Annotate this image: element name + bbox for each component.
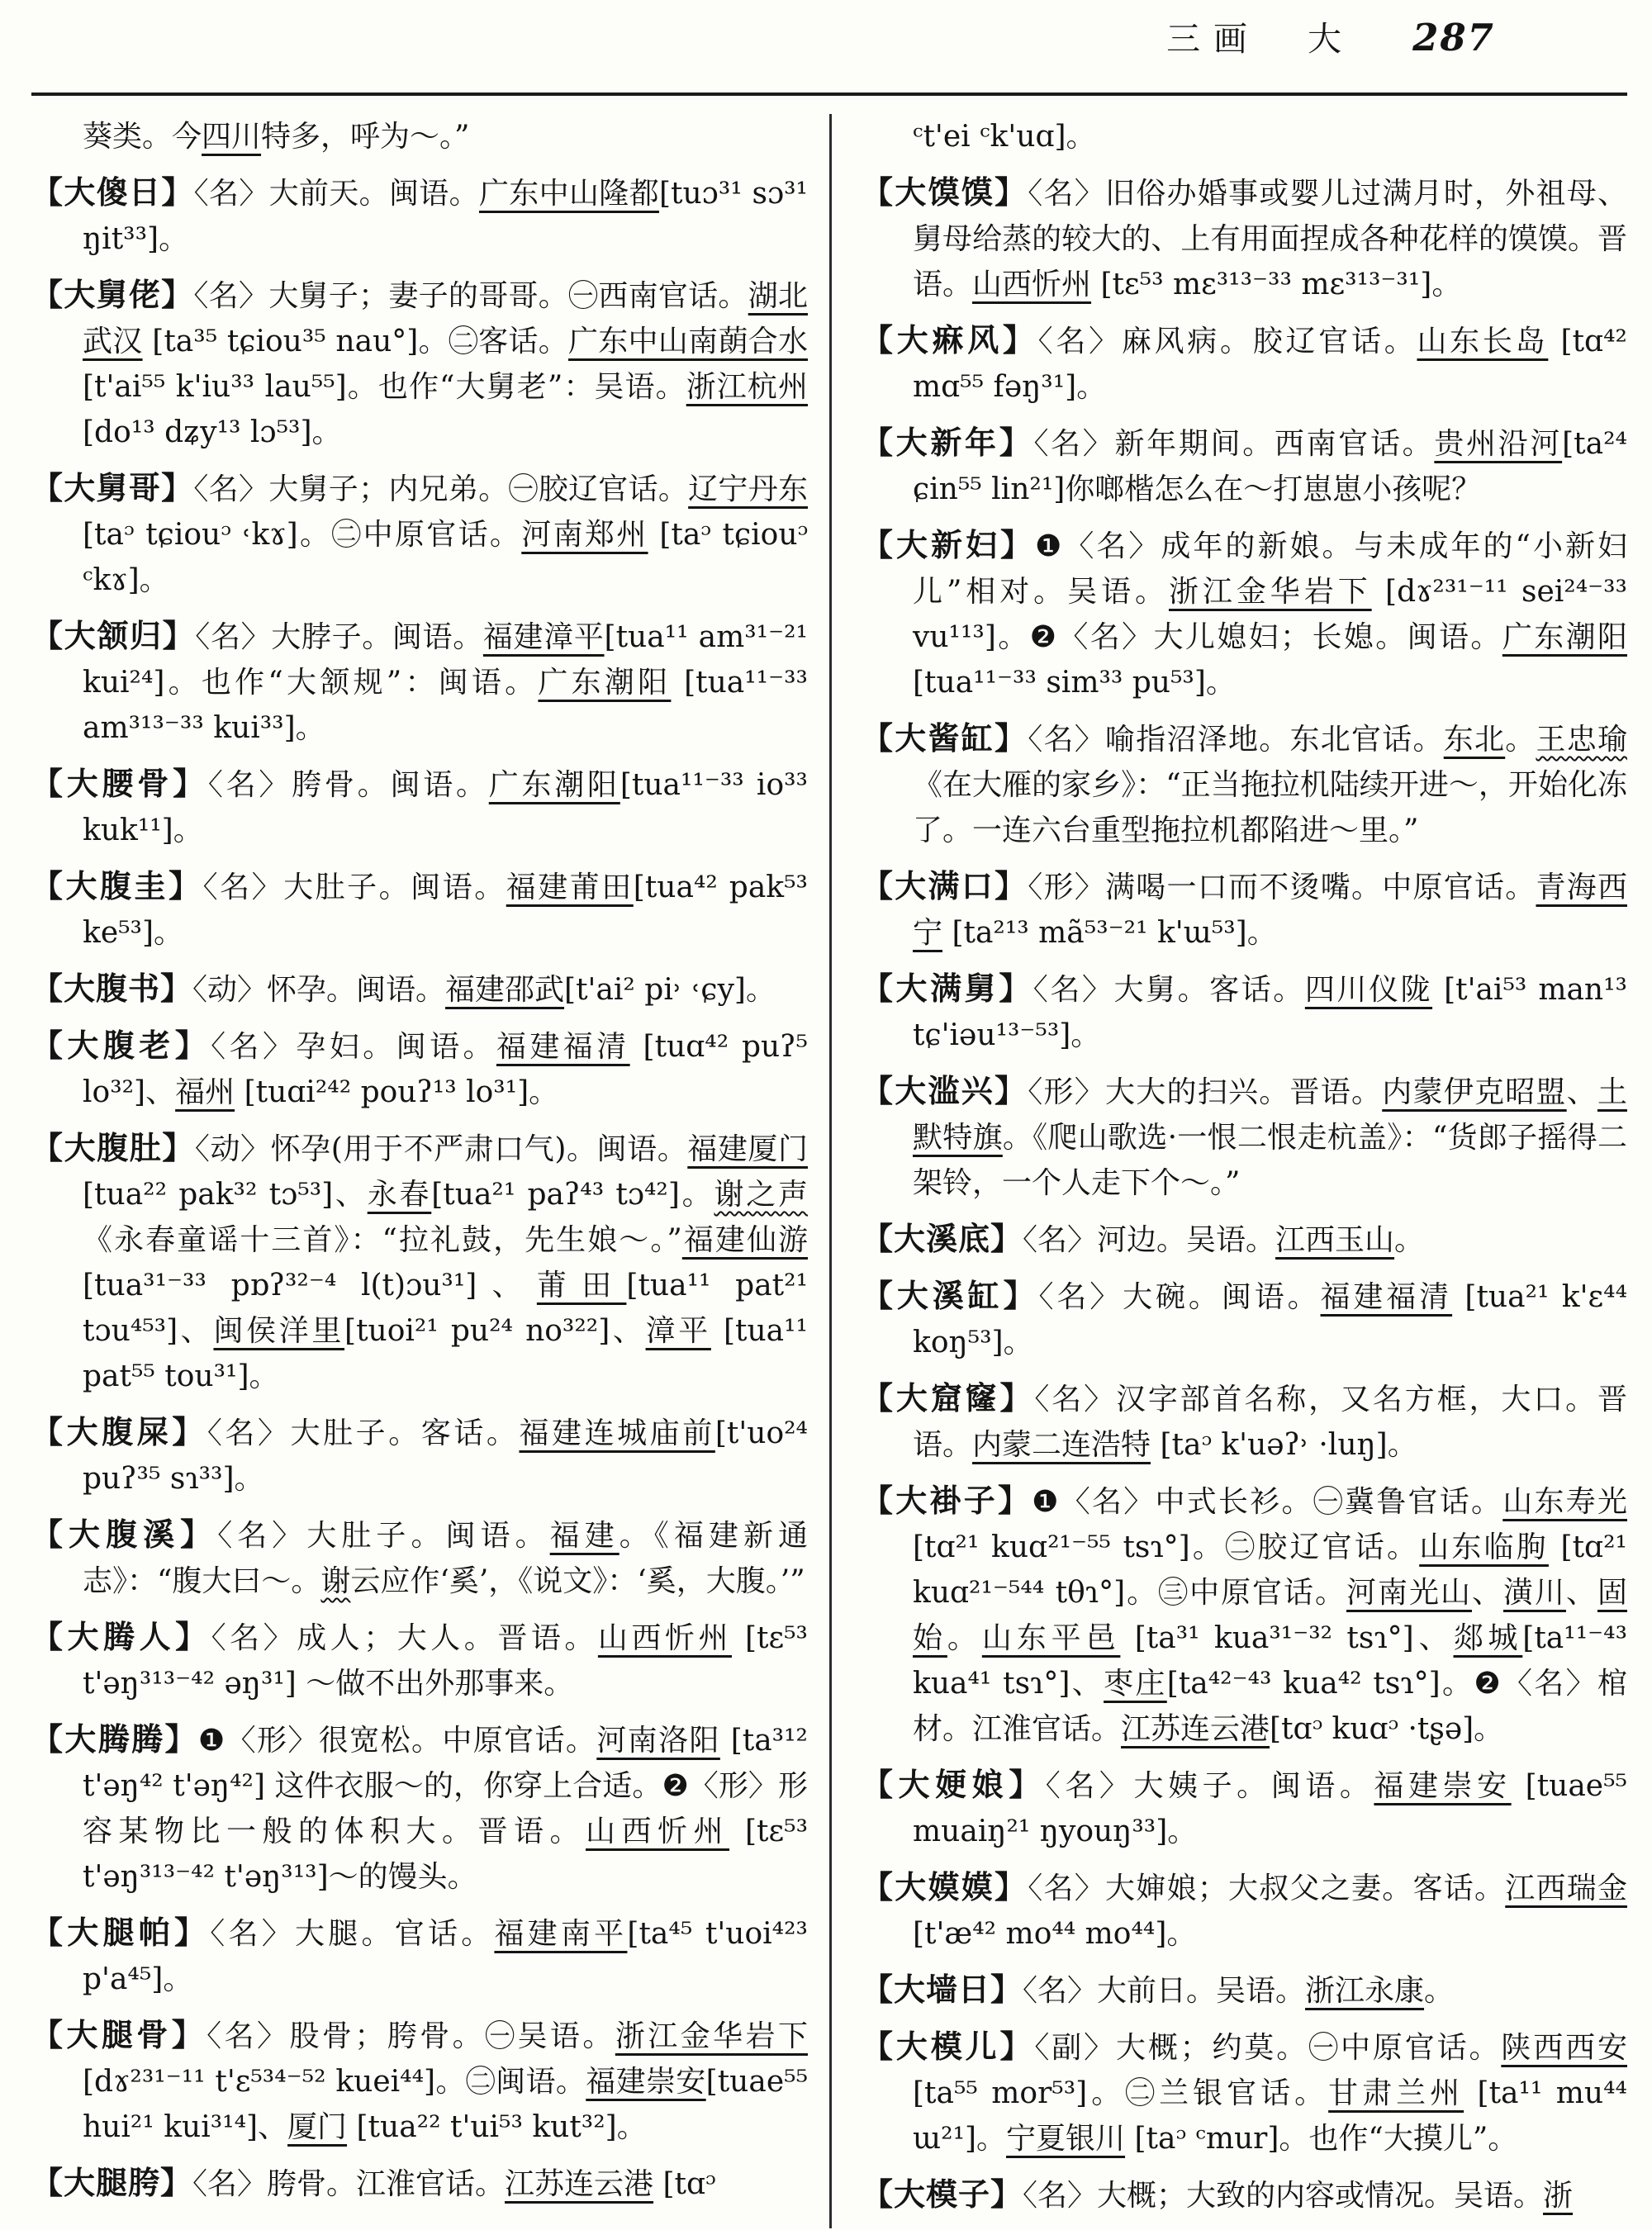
dict-entry [31, 761, 808, 853]
entry-headword: 【大新年】 [862, 424, 1034, 461]
text-run: [ta²⁴ ɕin⁵⁵ lin²¹]你啷楷怎么在～打崽崽小孩呢？ [913, 427, 1627, 506]
entry-headword: 【大痳风】 [862, 321, 1038, 358]
entry-headword: 【大新妇】 [862, 526, 1036, 563]
place-name: 浙江杭州 [686, 370, 808, 404]
dict-entry [862, 1273, 1627, 1365]
text-run: [t'æ⁴² mo⁴⁴ mo⁴⁴]。 [913, 1917, 1197, 1951]
place-name: 福建厦门 [687, 1132, 808, 1166]
text-run: 。 [1505, 723, 1536, 757]
text-run: [tua²² pak³² tɔ⁵³]、 [83, 1178, 368, 1212]
text-run: [taᵓ k'uəʔ˒ ·luŋ]。 [1151, 1428, 1417, 1462]
text-run: [ta⁴²⁻⁴³ kua⁴² tsɿ°]。❷〈名〉棺材。江淮官话。 [913, 1667, 1627, 1746]
place-name: 四川 [202, 120, 262, 154]
text-run: [tua¹¹⁻³³ io³³ kuk¹¹]。 [83, 768, 808, 847]
entry-headword: 【大滥兴】 [862, 1072, 1028, 1109]
text-run: 〈形〉大大的扫兴。晋语。 [1028, 1075, 1383, 1109]
place-name: 山东平邑 [981, 1621, 1121, 1655]
place-name: 福建福清 [496, 1030, 630, 1064]
place-name: 山东长岛 [1417, 325, 1549, 358]
entry-headword: 【大腹屎】 [31, 1413, 207, 1450]
text-run: [taᵓ ᶜmur]。也作“大摸儿”。 [1125, 2122, 1518, 2156]
text-run: 〈名〉大肚子。闽语。 [202, 871, 506, 904]
dict-entry [31, 1409, 808, 1502]
place-name: 福建连城庙前 [519, 1416, 715, 1450]
place-name: 河南郑州 [521, 518, 648, 552]
text-run: [tua¹¹ pat⁵⁵ tou³¹]。 [83, 1314, 808, 1393]
text-run: [ta⁴⁵ t'uoi⁴²³ p'a⁴⁵]。 [83, 1917, 808, 1996]
dict-entry [31, 1022, 808, 1115]
dict-entry [862, 317, 1627, 410]
entry-headword: 【大腹圭】 [31, 867, 203, 904]
entry-headword: 【大腿帕】 [31, 1914, 211, 1951]
place-name: 宁夏银川 [1006, 2122, 1126, 2156]
entry-headword: 【大颔归】 [31, 617, 196, 654]
text-run: [tɛ⁵³ t'əŋ³¹³⁻⁴² əŋ³¹] ～做不出外那事来。 [83, 1621, 808, 1701]
dict-entry [862, 1216, 1627, 1263]
text-run: [ta³¹ kua³¹⁻³² tsɿ°]、 [1120, 1621, 1454, 1655]
place-name: 浙江永康 [1305, 1974, 1425, 2008]
text-run: [tua²² t'ui⁵³ kut³²]。 [347, 2110, 647, 2144]
place-name: 青海西宁 [913, 871, 1627, 950]
text-run: [ta¹¹⁻⁴³ kua⁴¹ tsɿ°]、 [913, 1621, 1627, 1701]
entry-headword: 【大褂子】 [862, 1482, 1032, 1519]
dict-entry [862, 715, 1627, 853]
dict-entry [862, 1375, 1627, 1468]
place-name: 郯城 [1453, 1621, 1523, 1655]
entry-headword: 【大模子】 [862, 2175, 1023, 2213]
text-run: 〈名〉股骨；胯骨。㊀吴语。 [206, 2019, 615, 2053]
place-name: 江苏连云港 [1121, 1712, 1270, 1746]
dict-entry [862, 522, 1627, 705]
text-run: [tuɔ³¹ sɔ³¹ ŋit³³]。 [83, 177, 808, 256]
place-name: 内蒙伊克昭盟 [1382, 1075, 1567, 1109]
dict-entry [862, 169, 1627, 307]
header-rule [31, 93, 1627, 96]
place-name: 厦门 [287, 2110, 348, 2144]
text-run: [ta¹¹ mu⁴⁴ ɯ²¹]。 [913, 2076, 1627, 2156]
text-run: 〈名〉大肚子。客话。 [206, 1416, 520, 1450]
dict-entry [862, 420, 1627, 512]
dict-entry [31, 1910, 808, 2002]
place-name: 湖北武汉 [83, 279, 808, 358]
place-name: 莆田 [536, 1269, 627, 1302]
dict-entry [31, 1511, 808, 1604]
columns-wrapper [31, 114, 1627, 2228]
text-run: [tua⁴² pak⁵³ ke⁵³]。 [83, 871, 808, 950]
text-run: 〈名〉大肚子。闽语。 [217, 1519, 550, 1553]
page-header [31, 12, 1627, 91]
entry-headword: 【大满舅】 [862, 970, 1033, 1007]
dict-entry [862, 1762, 1627, 1854]
dict-entry [31, 1614, 808, 1706]
dict-entry [31, 966, 808, 1013]
text-run: [tɑ²¹ kuɑ²¹⁻⁵⁵ tsɿ°]。㊁胶辽官话。 [913, 1530, 1420, 1564]
text-run: 〈名〉孕妇。闽语。 [211, 1030, 496, 1064]
continuation-line [862, 114, 1627, 159]
place-name: 浙江金华岩下 [615, 2019, 808, 2053]
entry-headword: 【大舅哥】 [31, 469, 194, 506]
place-name: 福建南平 [494, 1917, 628, 1951]
place-name: 山西忻州 [972, 268, 1092, 301]
text-run: 《在大雁的家乡》：“正当拖拉机陆续开进～，开始化冻了。一连六台重型拖拉机都陷进～里。” [913, 768, 1627, 847]
text-run: 特多，呼为～。” [261, 120, 470, 154]
place-name: 山东寿光 [1502, 1485, 1627, 1519]
place-name: 潢川 [1502, 1576, 1566, 1610]
text-run: [ta³¹² t'əŋ⁴² t'əŋ⁴²] 这件衣服～的，你穿上合适。❷〈形〉形容某物比一般的体积大。晋语。 [83, 1724, 808, 1848]
place-name: 浙江金华岩下 [1168, 575, 1372, 609]
entry-headword: 【大㛐娘】 [862, 1766, 1046, 1803]
text-run: [tɛ⁵³ t'əŋ³¹³⁻⁴² t'əŋ³¹³]～的馒头。 [83, 1815, 808, 1894]
place-name: 永春 [367, 1178, 432, 1212]
place-name: 山西忻州 [597, 1621, 732, 1655]
text-run: 〈名〉大前天。闽语。 [193, 177, 479, 211]
dict-entry [31, 272, 808, 455]
text-run: 、 [1566, 1075, 1597, 1109]
author-name: 谢 [320, 1564, 351, 1598]
text-run: [t'uo²⁴ puʔ³⁵ sɿ³³]。 [83, 1416, 808, 1496]
text-run: [t'ai⁵⁵ k'iu³³ lau⁵⁵]。也作“大舅老”：吴语。 [83, 370, 686, 404]
entry-headword: 【大腹老】 [31, 1027, 211, 1064]
place-name: 土默特旗 [913, 1075, 1627, 1155]
text-run: 。 [947, 1621, 982, 1655]
dict-entry [862, 966, 1627, 1058]
dict-entry [862, 1478, 1627, 1752]
entry-headword: 【大腹肚】 [31, 1129, 195, 1166]
dict-entry [31, 1716, 808, 1900]
place-name: 漳平 [645, 1314, 711, 1348]
text-run: [tua³¹⁻³³ pɒʔ³²⁻⁴ l(t)ɔu³¹]、 [83, 1269, 537, 1302]
text-run: [tuae⁵⁵ hui²¹ kui³¹⁴]、 [83, 2065, 808, 2144]
text-run: 〈动〉怀孕。闽语。 [192, 973, 446, 1007]
place-name: 辽宁丹东 [688, 472, 808, 506]
text-run: [do¹³ dʑy¹³ lɔ⁵³]。 [83, 415, 342, 449]
text-run: [dɤ²³¹⁻¹¹ t'ɛ⁵³⁴⁻⁵² kuei⁴⁴]。㊁闽语。 [83, 2065, 586, 2099]
entry-headword: 【大腹书】 [31, 970, 193, 1007]
text-run: ᶜt'ei ᶜk'uɑ]。 [913, 120, 1096, 154]
text-run: ❶〈形〉很宽松。中原官话。 [197, 1724, 597, 1758]
text-run: [tua¹¹⁻³³ sim³³ pu⁵³]。 [913, 666, 1236, 700]
entry-headword: 【大馍馍】 [862, 173, 1028, 211]
place-name: 江西瑞金 [1505, 1872, 1627, 1905]
right-column [829, 114, 1627, 2228]
text-run: [tua¹¹ am³¹⁻²¹ kui²⁴]。也作“大颔规”：闽语。 [83, 620, 808, 700]
text-run: [tɑ²¹ kuɑ²¹⁻⁵⁴⁴ tθɿ°]。㊂中原官话。 [913, 1530, 1627, 1610]
text-run: 葵类。今 [83, 120, 202, 154]
text-run: [tɑᵓ [653, 2167, 716, 2201]
dict-entry [862, 1864, 1627, 1957]
text-run: [tuɑ⁴² puʔ⁵ lo³²]、 [83, 1030, 808, 1109]
place-name: 甘肃兰州 [1328, 2076, 1464, 2110]
text-run: [tɑ⁴² mɑ⁵⁵ fəŋ³¹]。 [913, 325, 1627, 404]
place-name: 河南洛阳 [596, 1724, 720, 1758]
dict-entry [862, 2171, 1627, 2218]
text-run: [tua¹¹⁻³³ am³¹³⁻³³ kui³³]。 [83, 666, 808, 745]
text-run: 《永春童谣十三首》：“拉礼鼓，先生娘～。” [83, 1223, 682, 1257]
entry-headword: 【大舅佬】 [31, 276, 194, 313]
dict-entry [31, 465, 808, 603]
dict-entry [31, 2160, 808, 2207]
place-name: 广东潮阳 [538, 666, 672, 700]
place-name: 广东潮阳 [488, 768, 620, 802]
place-name: 闽侯洋里 [213, 1314, 345, 1348]
text-run: 〈名〉大腿。官话。 [210, 1917, 495, 1951]
text-run: 〈名〉胯骨。闽语。 [207, 768, 489, 802]
place-name: 广东中山南蓢合水 [568, 325, 808, 358]
place-name: 福建崇安 [586, 2065, 706, 2099]
text-run: 〈名〉新年期间。西南官话。 [1033, 427, 1435, 461]
entry-headword: 【大腹溪】 [31, 1516, 218, 1553]
text-run: [tua²¹ k'ɛ⁴⁴ koŋ⁵³]。 [913, 1280, 1627, 1359]
place-name: 四川仪陇 [1304, 973, 1433, 1007]
text-run: 〈名〉大舅。客话。 [1032, 973, 1305, 1007]
dict-entry [862, 1967, 1627, 2014]
entry-headword: 【大腾腾】 [31, 1720, 198, 1758]
place-name: 江苏连云港 [505, 2167, 654, 2201]
text-run: [taᵓ tɕiouᵓ ˓kɤ]。㊁中原官话。 [83, 518, 522, 552]
place-name: 福州 [175, 1075, 235, 1109]
place-name: 贵州沿河 [1434, 427, 1563, 461]
place-name: 福建 [549, 1519, 620, 1553]
text-run: 〈名〉大舅子；妻子的哥哥。㊀西南官话。 [193, 279, 748, 313]
entry-headword: 【大满口】 [862, 867, 1028, 904]
entry-headword: 【大傻日】 [31, 173, 194, 211]
place-name: 山西忻州 [586, 1815, 730, 1848]
text-run: [tɛ⁵³ mɛ³¹³⁻³³ mɛ³¹³⁻³¹]。 [1091, 268, 1462, 301]
place-name: 陕西西安 [1501, 2031, 1627, 2065]
text-run: ❶〈名〉成年的新娘。与未成年的“小新妇儿”相对。吴语。 [913, 529, 1627, 609]
text-run: 〈名〉大前日。吴语。 [1023, 1974, 1306, 2008]
entry-headword: 【大腿胯】 [31, 2164, 193, 2201]
place-name: 枣庄 [1104, 1667, 1167, 1701]
entry-headword: 【大酱缸】 [862, 719, 1028, 757]
text-run: [dɤ²³¹⁻¹¹ sei²⁴⁻³³ vu¹¹³]。❷〈名〉大儿媳妇；长媳。闽语。 [913, 575, 1627, 654]
text-run: 〈名〉大姨子。闽语。 [1045, 1769, 1374, 1803]
text-run: 〈副〉大概；约莫。㊀中原官话。 [1034, 2031, 1502, 2065]
place-name: 山东临朐 [1419, 1530, 1549, 1564]
text-run: [tuɑi²⁴² pouʔ¹³ lo³¹]。 [235, 1075, 559, 1109]
place-name: 河南光山 [1346, 1576, 1472, 1610]
text-run: [t'ai⁵³ man¹³ tɕ'iəu¹³⁻⁵³]。 [913, 973, 1627, 1052]
place-name: 福建漳平 [482, 620, 605, 654]
place-name: 福建邵武 [445, 973, 565, 1007]
dict-entry [862, 1068, 1627, 1206]
text-run: 〈名〉旧俗办婚事或婴儿过满月时，外祖母、舅母给蒸的较大的、上有用面捏成各种花样的馍馍。晋语。 [913, 177, 1627, 301]
text-run: 〈名〉大舅子；内兄弟。㊀胶辽官话。 [193, 472, 689, 506]
text-run: 〈名〉汉字部首名称，又名方框，大口。晋语。 [913, 1383, 1627, 1462]
dict-entry [862, 2024, 1627, 2161]
text-run: 。 [1424, 1974, 1455, 2008]
text-run: 〈动〉怀孕(用于不严肃口气)。闽语。 [194, 1132, 688, 1166]
text-run: 〈名〉大碗。闽语。 [1038, 1280, 1321, 1314]
entry-headword: 【大模儿】 [862, 2028, 1035, 2065]
author-name: 王忠瑜 [1536, 723, 1627, 757]
text-run: 〈名〉成人；大人。晋语。 [211, 1621, 598, 1655]
entry-headword: 【大墙日】 [862, 1971, 1023, 2008]
entry-headword: 【大腰骨】 [31, 765, 208, 802]
text-run: 〈名〉河边。吴语。 [1023, 1223, 1276, 1257]
text-run: [taᵓ tɕiouᵓ ᶜkɤ]。 [83, 518, 808, 597]
dict-entry [31, 2012, 808, 2150]
text-run: 〈名〉喻指沼泽地。东北官话。 [1028, 723, 1444, 757]
text-run: 〈形〉满喝一口而不烫嘴。中原官话。 [1028, 871, 1536, 904]
continuation-line [31, 114, 808, 159]
place-name: 固始 [913, 1576, 1627, 1655]
text-run: 〈名〉大脖子。闽语。 [195, 620, 483, 654]
entry-headword: 【大溪缸】 [862, 1277, 1039, 1314]
text-run: [tua¹¹ pat²¹ tɔu⁴⁵³]、 [83, 1269, 808, 1348]
place-name: 广东中山隆都 [478, 177, 659, 211]
place-name: 浙 [1543, 2179, 1574, 2213]
entry-headword: 【大窟窿】 [862, 1379, 1035, 1416]
text-run: 、 [1471, 1576, 1503, 1610]
section-title: 三画 大 [1166, 19, 1355, 59]
place-name: 东北 [1443, 723, 1506, 757]
text-run: [tuae⁵⁵ muaiŋ²¹ ŋyouŋ³³]。 [913, 1769, 1627, 1848]
place-name: 福建仙游 [681, 1223, 808, 1257]
text-run: 〈名〉胯骨。江淮官话。 [192, 2167, 506, 2201]
dict-entry [31, 169, 808, 262]
text-run: [ta²¹³ mã⁵³⁻²¹ k'ɯ⁵³]。 [942, 916, 1277, 950]
text-run: 云应作‘奚’，《说文》：‘奚，大腹。’” [350, 1564, 805, 1598]
text-run: 〈名〉麻风病。胶辽官话。 [1037, 325, 1417, 358]
place-name: 福建莆田 [506, 871, 634, 904]
text-run: 、 [1565, 1576, 1597, 1610]
text-run: [tua²¹ paʔ⁴³ tɔ⁴²]。 [431, 1178, 714, 1212]
page-number: 287 [1412, 16, 1495, 59]
entry-headword: 【大腿骨】 [31, 2016, 207, 2053]
text-run: [ta³⁵ tɕiou³⁵ nau°]。㊁客话。 [142, 325, 568, 358]
place-name: 福建福清 [1320, 1280, 1453, 1314]
place-name: 内蒙二连浩特 [972, 1428, 1151, 1462]
text-run: 。《福建新通志》：“腹大曰～。 [83, 1519, 808, 1598]
text-run: [tuoi²¹ pu²⁴ no³²²]、 [344, 1314, 646, 1348]
entry-headword: 【大溪底】 [862, 1220, 1023, 1257]
text-run: 〈名〉大概；大致的内容或情况。吴语。 [1023, 2179, 1544, 2213]
text-run: [t'ai² pi˒ ˓ɕy]。 [564, 973, 776, 1007]
dict-entry [31, 1125, 808, 1399]
entry-headword: 【大腾人】 [31, 1618, 211, 1655]
entry-headword: 【大嫫嫫】 [862, 1868, 1028, 1905]
text-run: ❶〈名〉中式长衫。㊀冀鲁官话。 [1032, 1485, 1503, 1519]
dict-entry [31, 613, 808, 751]
place-name: 广东潮阳 [1502, 620, 1627, 654]
text-run: [ta⁵⁵ mor⁵³]。㊁兰银官话。 [913, 2076, 1329, 2110]
place-name: 福建崇安 [1374, 1769, 1512, 1803]
dict-entry [862, 863, 1627, 956]
left-column [31, 114, 829, 2228]
text-run: 。 [1394, 1223, 1425, 1257]
author-name: 谢之声 [714, 1178, 808, 1212]
text-run: 。《爬山歌选·一恨二恨走杭盖》：“货郎子摇得二架铃，一个人走下个～。” [913, 1121, 1627, 1200]
dict-entry [31, 863, 808, 956]
place-name: 江西玉山 [1275, 1223, 1395, 1257]
text-run: 〈名〉大婶娘；大叔父之妻。客话。 [1028, 1872, 1506, 1905]
text-run: [tɑᵓ kuɑᵓ ·tʂə]。 [1270, 1712, 1504, 1746]
